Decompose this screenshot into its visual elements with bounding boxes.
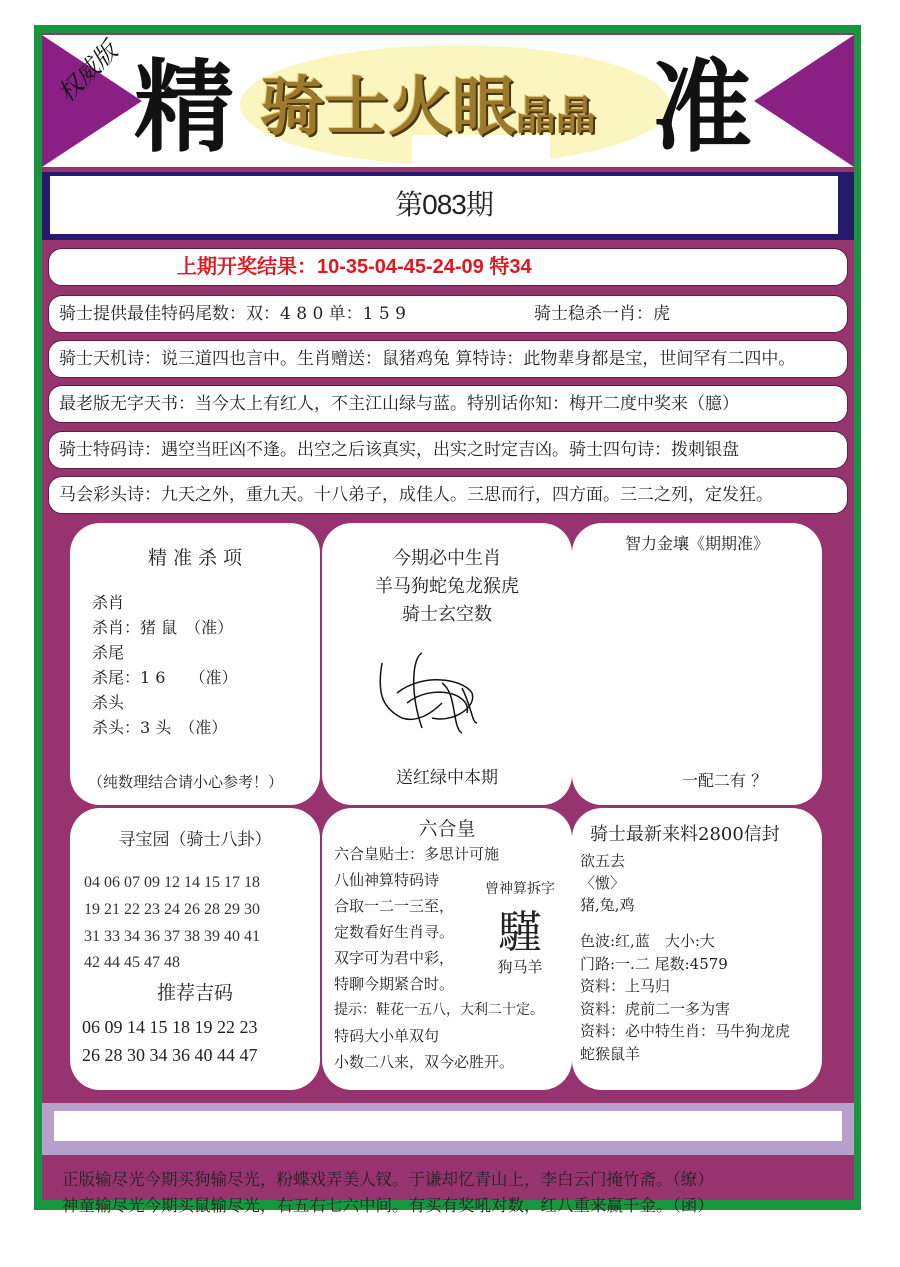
header-banner: [42, 35, 854, 167]
left-char: 精: [134, 49, 234, 166]
right-char: 准: [652, 49, 752, 166]
footer-line: 正版输尽光今期买狗输尽光，粉蝶戏弄美人钗。于谦却忆青山上，李白云门掩竹斋。（缭）: [62, 1170, 714, 1189]
panel-must-win: [322, 523, 572, 805]
number-row: 42 44 45 47 48: [84, 954, 180, 971]
title-main: [260, 70, 596, 151]
split-char: 騹: [498, 907, 542, 958]
info-line: 色波:红,蓝 大小:大: [580, 932, 715, 950]
kill-line: 杀尾：1 6 （准）: [92, 668, 238, 687]
issue-number: 第083期: [50, 176, 838, 234]
kill-line: 杀头: [92, 693, 125, 712]
kill-line: 杀肖: [92, 593, 125, 612]
must-zodiacs: 羊马狗蛇兔龙猴虎: [375, 576, 519, 597]
split-char-answer: 狗马羊: [497, 958, 543, 976]
tail-numbers: 骑士提供最佳特码尾数：双：4 8 0 单：1 5 9: [59, 304, 406, 324]
panel-liuhehuang: [322, 808, 572, 1090]
recommended-row: 06 09 14 15 18 19 22 23: [82, 1017, 258, 1037]
poem-line: 特码大小单双句: [334, 1027, 440, 1045]
panel-latest-info: [572, 808, 822, 1090]
info-line: 门路:一.二 尾数:4579: [580, 954, 728, 973]
kill-line: 杀头：3 头 （准）: [92, 718, 228, 737]
info-line: 欲五去: [580, 852, 626, 870]
footer-line: 神童输尽光今期买鼠输尽光，右五右七六中间。有买有奖吼对数，红八重来赢千金。（函）: [62, 1196, 714, 1215]
must-line: 今期必中生肖: [393, 548, 501, 569]
recommended-title: 推荐吉码: [156, 982, 233, 1004]
split-char-title: 曾神算拆字: [485, 881, 555, 897]
right-triangle: [754, 35, 854, 167]
poem-row-4: 马会彩头诗：九天之外，重九天。十八弟子，成佳人。三思而行，四方面。三二之列，定发狂。: [48, 476, 848, 514]
poem-row-1: 骑士天机诗：说三道四也言中。生肖赠送：鼠猪鸡兔 算特诗：此物辈身都是宝，世间罕有二四中。: [48, 340, 848, 378]
lhh-tip: 六合皇贴士：多思计可施: [334, 845, 500, 863]
edition-badge: 权威版: [52, 36, 124, 108]
number-row: 04 06 07 09 12 14 15 17 18: [84, 874, 260, 891]
poem-line: 合取一二一三至，: [334, 897, 455, 915]
info-line: 资料：上马归: [580, 977, 671, 995]
info-line: 资料：虎前二一多为害: [580, 999, 731, 1018]
title-text: 骑士火眼: [260, 70, 516, 145]
kill-one-zodiac: 骑士稳杀一肖：虎: [534, 304, 670, 324]
info-line: 蛇猴鼠羊: [580, 1044, 641, 1063]
panel-precise-kill: [70, 523, 320, 805]
poem-line: 定数看好生肖寻。: [334, 923, 455, 941]
panel-title: 六合皇: [418, 818, 476, 840]
panel-note: （纯数理结合请小心参考！）: [88, 773, 284, 791]
kill-line: 杀肖：猪 鼠 （准）: [92, 618, 234, 637]
must-bottom: 送红绿中本期: [396, 768, 498, 788]
recommended-row: 26 28 30 34 36 40 44 47: [82, 1045, 258, 1065]
title-small: 晶晶: [516, 92, 596, 139]
poem-row-2: 最老版无字天书：当今太上有红人，不主江山绿与蓝。特别话你知：梅开二度中奖来（臆）: [48, 385, 848, 423]
lhh-hint: 提示：鞋花一五八，大利二十定。: [334, 1002, 544, 1018]
bottom-band: [42, 1103, 854, 1155]
issue-bar: [42, 172, 854, 240]
number-row: 19 21 22 23 24 26 28 29 30: [84, 901, 260, 918]
info-line: 〈憿〉: [580, 874, 626, 892]
poem-row-3: 骑士特码诗：遇空当旺凶不逢。出空之后该真实，出实之时定吉凶。骑士四句诗：拨刺银盘: [48, 431, 848, 469]
panel-title: 精 准 杀 项: [147, 547, 243, 569]
poem-line: 八仙神算特码诗: [334, 871, 440, 889]
poem-line: 双字可为君中彩，: [334, 949, 455, 967]
panel-title: 骑士最新来料2800信封: [590, 824, 780, 845]
panel-title: 智力金壤《期期准》: [624, 534, 769, 553]
must-line: 骑士玄空数: [402, 604, 492, 625]
poem-line: 特聊今期紧合时。: [334, 975, 455, 993]
last-result: 上期开奖结果：10-35-04-45-24-09 特34: [48, 248, 848, 286]
panel-treasure: [70, 808, 320, 1090]
tail-numbers-row: [48, 295, 848, 333]
signature-image: [322, 633, 572, 743]
bottom-band-blank: [54, 1111, 842, 1141]
kill-line: 杀尾: [92, 643, 125, 662]
zhili-bottom: 一配二有 ？: [682, 771, 768, 790]
panel-zhili: [572, 523, 822, 805]
poem-line: 小数二八来，双今必胜开。: [334, 1053, 515, 1071]
panel-title: 寻宝园（骑士八卦）: [118, 830, 272, 850]
info-line: 猪,兔,鸡: [580, 896, 635, 914]
info-line: 资料：必中特生肖：马牛狗龙虎: [580, 1022, 791, 1040]
number-row: 31 33 34 36 37 38 39 40 41: [84, 928, 260, 945]
